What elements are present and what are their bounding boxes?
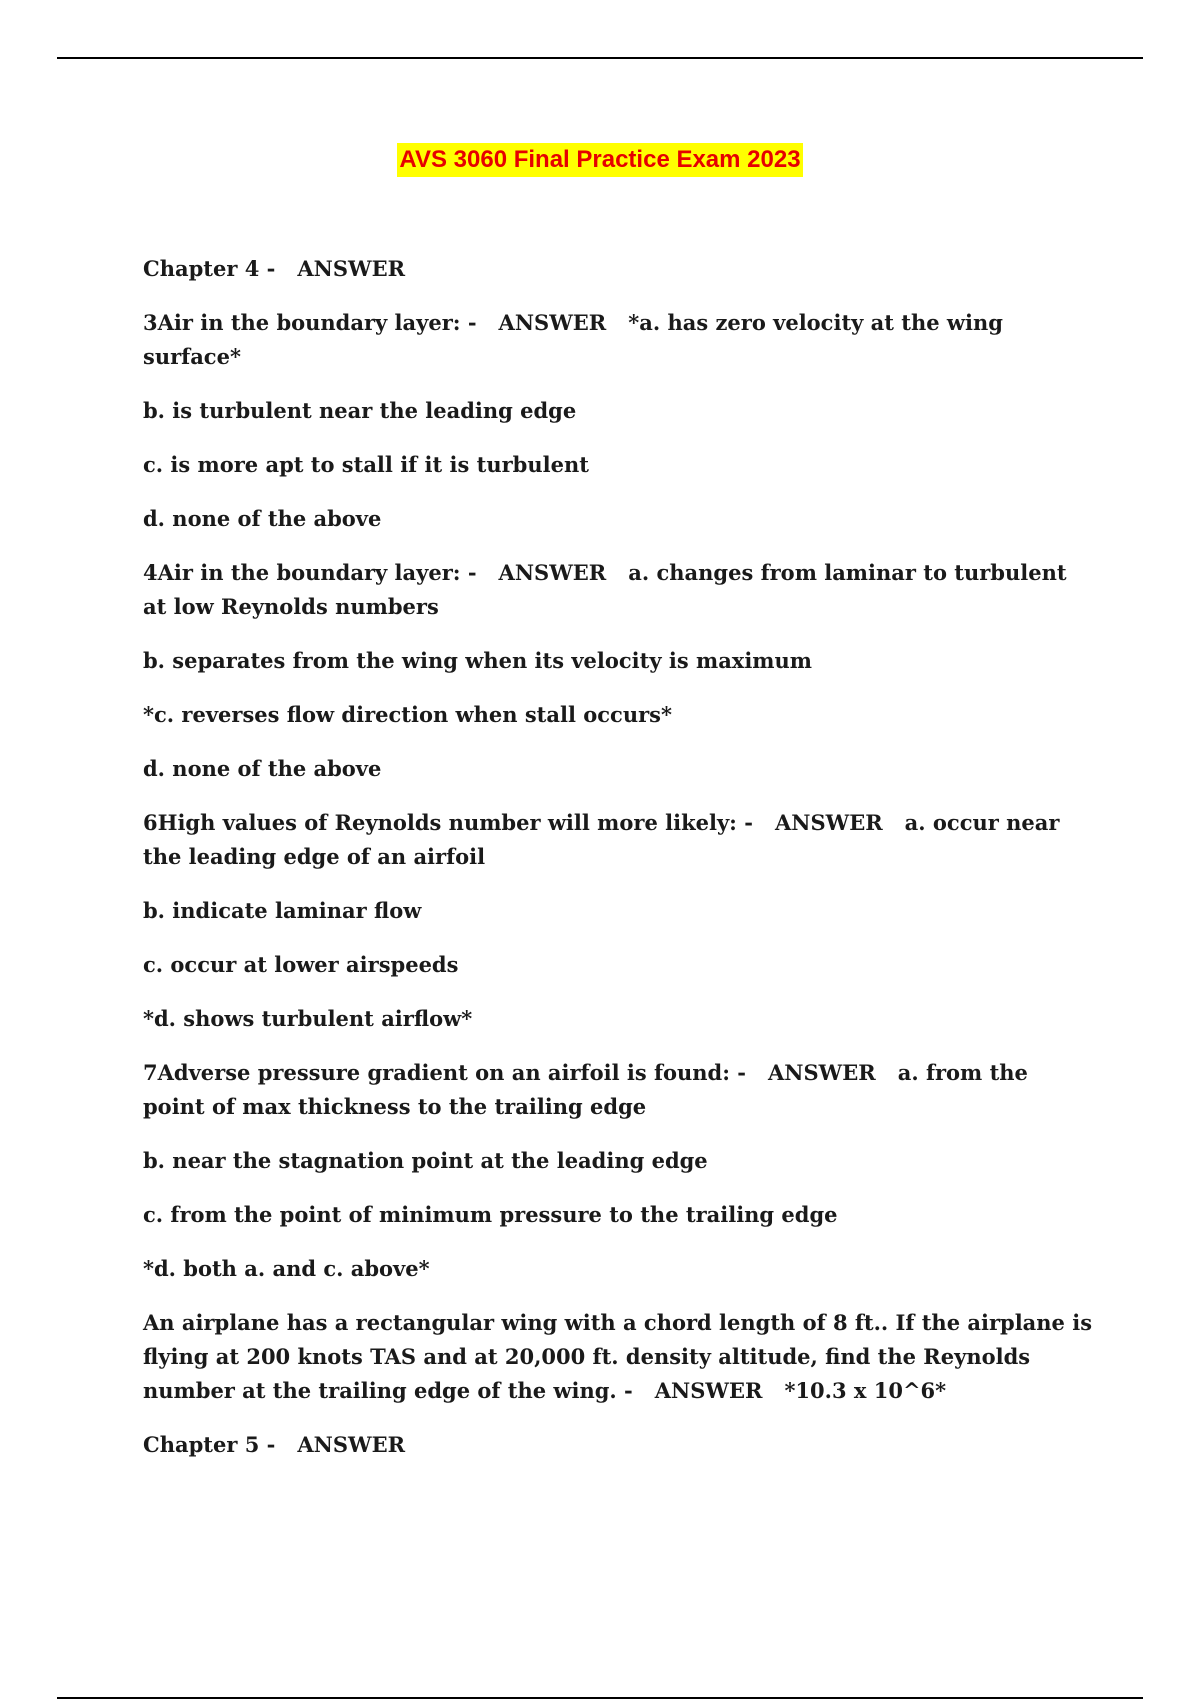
answer-label: ANSWER	[297, 1432, 406, 1457]
question-4	[143, 556, 1093, 624]
question-text: 6High values of Reynolds number will more likely: -	[143, 810, 753, 835]
option-a: a. changes from laminar to turbulent at low Reynolds numbers	[143, 560, 1067, 619]
document-title: AVS 3060 Final Practice Exam 2023	[397, 143, 802, 177]
q4-option-c: *c. reverses flow direction when stall occurs*	[143, 702, 672, 727]
chapter-heading-text: Chapter 4 -	[143, 256, 276, 281]
q6-option-b: b. indicate laminar flow	[143, 898, 422, 923]
answer-label: ANSWER	[297, 256, 406, 281]
question-reynolds-calc	[143, 1306, 1093, 1408]
title-container	[0, 143, 1200, 177]
option-a: a. occur near the leading edge of an airfoil	[143, 810, 1060, 869]
question-text: 4Air in the boundary layer: -	[143, 560, 477, 585]
q3-option-b: b. is turbulent near the leading edge	[143, 398, 577, 423]
q3-option-c: c. is more apt to stall if it is turbulent	[143, 452, 589, 477]
question-text: 3Air in the boundary layer: -	[143, 310, 477, 335]
bottom-rule	[57, 1697, 1143, 1699]
question-text: An airplane has a rectangular wing with a chord length of 8 ft.. If the airplane is flying at 200 knots TAS and at 20,000 ft. density altitude, find the Reynolds number at the trailing edge of the wing. -	[143, 1310, 1093, 1403]
q4-option-d: d. none of the above	[143, 756, 382, 781]
q7-option-b: b. near the stagnation point at the leading edge	[143, 1148, 708, 1173]
chapter-5-heading	[143, 1428, 1093, 1462]
question-6	[143, 806, 1093, 874]
question-text: 7Adverse pressure gradient on an airfoil is found: -	[143, 1060, 747, 1085]
q6-option-c: c. occur at lower airspeeds	[143, 952, 459, 977]
q3-option-d: d. none of the above	[143, 506, 382, 531]
answer-value: *10.3 x 10^6*	[784, 1378, 947, 1403]
option-a: a. from the point of max thickness to the trailing edge	[143, 1060, 1028, 1119]
top-rule	[57, 57, 1143, 59]
q7-option-d: *d. both a. and c. above*	[143, 1256, 430, 1281]
document-body	[143, 252, 1093, 1482]
q7-option-c: c. from the point of minimum pressure to the trailing edge	[143, 1202, 838, 1227]
question-7	[143, 1056, 1093, 1124]
question-3	[143, 306, 1093, 374]
answer-label: ANSWER	[654, 1378, 763, 1403]
q4-option-b: b. separates from the wing when its velocity is maximum	[143, 648, 813, 673]
chapter-4-heading	[143, 252, 1093, 286]
answer-label: ANSWER	[498, 310, 607, 335]
answer-label: ANSWER	[774, 810, 883, 835]
chapter-heading-text: Chapter 5 -	[143, 1432, 276, 1457]
answer-label: ANSWER	[498, 560, 607, 585]
option-a: *a. has zero velocity at the wing surface*	[143, 310, 1003, 369]
answer-label: ANSWER	[768, 1060, 876, 1085]
q6-option-d: *d. shows turbulent airflow*	[143, 1006, 473, 1031]
